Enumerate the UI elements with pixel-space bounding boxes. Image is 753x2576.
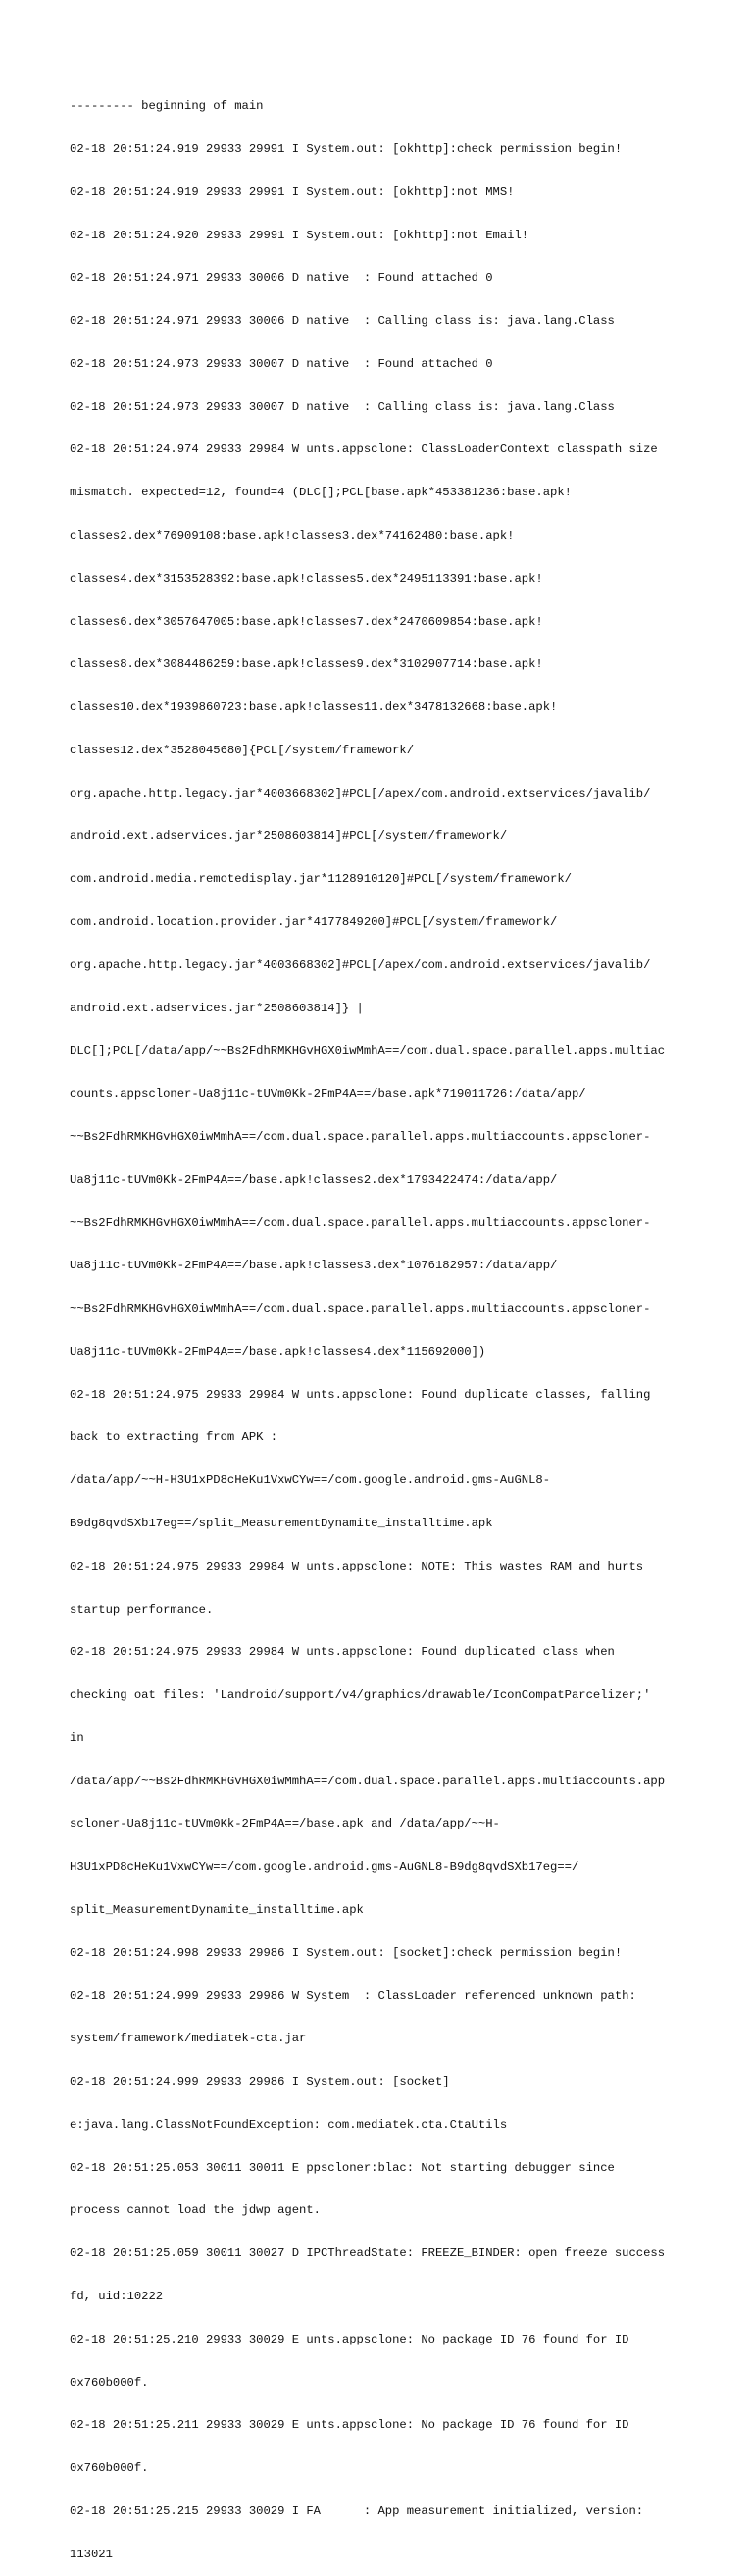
log-line: e:java.lang.ClassNotFoundException: com.mediatek.cta.CtaUtils: [70, 2117, 508, 2132]
log-line: 02-18 20:51:24.971 29933 30006 D native : Calling class is: java.lang.Class: [70, 314, 615, 329]
log-line: Ua8j11c-tUVm0Kk-2FmP4A==/base.apk!classes4.dex*115692000]): [70, 1344, 486, 1359]
log-line: ~~Bs2FdhRMKHGvHGX0iwMmhA==/com.dual.space.parallel.apps.multiaccounts.appscloner-: [70, 1129, 651, 1144]
log-line: system/framework/mediatek-cta.jar: [70, 2032, 307, 2046]
log-line: ~~Bs2FdhRMKHGvHGX0iwMmhA==/com.dual.space.parallel.apps.multiaccounts.appscloner-: [70, 1302, 651, 1316]
log-line: classes4.dex*3153528392:base.apk!classes5.dex*2495113391:base.apk!: [70, 571, 543, 586]
log-line: H3U1xPD8cHeKu1VxwCYw==/com.google.android.gms-AuGNL8-B9dg8qvdSXb17eg==/: [70, 1860, 579, 1875]
log-line: 02-18 20:51:24.919 29933 29991 I System.out: [okhttp]:check permission begin!: [70, 141, 623, 156]
log-line: /data/app/~~Bs2FdhRMKHGvHGX0iwMmhA==/com.dual.space.parallel.apps.multiaccounts.app: [70, 1774, 666, 1788]
log-line: org.apache.http.legacy.jar*4003668302]#PCL[/apex/com.android.extservices/javalib/: [70, 786, 651, 800]
log-line: 02-18 20:51:25.059 30011 30027 D IPCThreadState: FREEZE_BINDER: open freeze success: [70, 2246, 666, 2261]
log-line: /data/app/~~H-H3U1xPD8cHeKu1VxwCYw==/com.google.android.gms-AuGNL8-: [70, 1473, 551, 1488]
log-line: fd, uid:10222: [70, 2290, 164, 2304]
log-line: com.android.media.remotedisplay.jar*1128910120]#PCL[/system/framework/: [70, 872, 572, 887]
log-line: ~~Bs2FdhRMKHGvHGX0iwMmhA==/com.dual.space.parallel.apps.multiaccounts.appscloner-: [70, 1215, 651, 1230]
log-line: counts.appscloner-Ua8j11c-tUVm0Kk-2FmP4A==/base.apk*719011726:/data/app/: [70, 1087, 586, 1102]
log-line: 113021: [70, 2547, 113, 2561]
log-line: 02-18 20:51:24.974 29933 29984 W unts.appsclone: ClassLoaderContext classpath size: [70, 442, 658, 457]
log-line: --------- beginning of main: [70, 99, 264, 114]
log-line: scloner-Ua8j11c-tUVm0Kk-2FmP4A==/base.apk and /data/app/~~H-: [70, 1817, 500, 1831]
log-line: back to extracting from APK :: [70, 1430, 278, 1445]
log-line: 02-18 20:51:24.999 29933 29986 I System.out: [socket]: [70, 2075, 450, 2089]
log-line: org.apache.http.legacy.jar*4003668302]#PCL[/apex/com.android.extservices/javalib/: [70, 957, 651, 972]
log-line: android.ext.adservices.jar*2508603814]} |: [70, 1001, 364, 1015]
log-line: in: [70, 1730, 84, 1745]
log-line: classes2.dex*76909108:base.apk!classes3.dex*74162480:base.apk!: [70, 529, 515, 542]
log-line: 02-18 20:51:25.053 30011 30011 E ppscloner:blac: Not starting debugger since: [70, 2160, 615, 2175]
log-line: 02-18 20:51:24.975 29933 29984 W unts.appsclone: Found duplicate classes, falling: [70, 1387, 651, 1402]
log-line: Ua8j11c-tUVm0Kk-2FmP4A==/base.apk!classes2.dex*1793422474:/data/app/: [70, 1172, 558, 1187]
log-line: DLC[];PCL[/data/app/~~Bs2FdhRMKHGvHGX0iwMmhA==/com.dual.space.parallel.apps.multiac: [70, 1044, 666, 1058]
log-line: com.android.location.provider.jar*4177849200]#PCL[/system/framework/: [70, 915, 558, 930]
log-line: 0x760b000f.: [70, 2461, 149, 2476]
log-line: classes6.dex*3057647005:base.apk!classes7.dex*2470609854:base.apk!: [70, 614, 543, 629]
log-line: mismatch. expected=12, found=4 (DLC[];PCL[base.apk*453381236:base.apk!: [70, 486, 572, 500]
log-line: classes10.dex*1939860723:base.apk!classes11.dex*3478132668:base.apk!: [70, 700, 558, 715]
log-line: 02-18 20:51:24.975 29933 29984 W unts.appsclone: Found duplicated class when: [70, 1645, 615, 1660]
log-line: Ua8j11c-tUVm0Kk-2FmP4A==/base.apk!classes3.dex*1076182957:/data/app/: [70, 1259, 558, 1273]
log-line: 02-18 20:51:24.919 29933 29991 I System.out: [okhttp]:not MMS!: [70, 184, 515, 199]
log-line: checking oat files: 'Landroid/support/v4/graphics/drawable/IconCompatParcelizer;': [70, 1688, 651, 1703]
log-text-body: [70, 71, 697, 2576]
log-line: B9dg8qvdSXb17eg==/split_MeasurementDynamite_installtime.apk: [70, 1516, 493, 1530]
log-line: classes8.dex*3084486259:base.apk!classes9.dex*3102907714:base.apk!: [70, 657, 543, 672]
log-line: 02-18 20:51:25.210 29933 30029 E unts.appsclone: No package ID 76 found for ID: [70, 2332, 629, 2346]
log-line: classes12.dex*3528045680]{PCL[/system/framework/: [70, 743, 415, 757]
log-line: 02-18 20:51:24.971 29933 30006 D native : Found attached 0: [70, 271, 493, 285]
log-line: 02-18 20:51:24.973 29933 30007 D native : Found attached 0: [70, 356, 493, 371]
log-line: android.ext.adservices.jar*2508603814]#PCL[/system/framework/: [70, 829, 508, 844]
log-line: 02-18 20:51:24.998 29933 29986 I System.out: [socket]:check permission begin!: [70, 1945, 623, 1960]
log-line: startup performance.: [70, 1602, 214, 1617]
log-line: 0x760b000f.: [70, 2375, 149, 2390]
log-line: 02-18 20:51:24.999 29933 29986 W System : ClassLoader referenced unknown path:: [70, 1988, 636, 2003]
log-line: 02-18 20:51:25.215 29933 30029 I FA : App measurement initialized, version:: [70, 2503, 644, 2518]
log-line: 02-18 20:51:24.975 29933 29984 W unts.appsclone: NOTE: This wastes RAM and hurts: [70, 1559, 644, 1573]
log-line: 02-18 20:51:25.211 29933 30029 E unts.appsclone: No package ID 76 found for ID: [70, 2418, 629, 2433]
log-line: split_MeasurementDynamite_installtime.apk: [70, 1903, 364, 1917]
log-line: 02-18 20:51:24.973 29933 30007 D native : Calling class is: java.lang.Class: [70, 399, 615, 414]
log-line: 02-18 20:51:24.920 29933 29991 I System.out: [okhttp]:not Email!: [70, 228, 529, 242]
log-line: process cannot load the jdwp agent.: [70, 2203, 321, 2218]
